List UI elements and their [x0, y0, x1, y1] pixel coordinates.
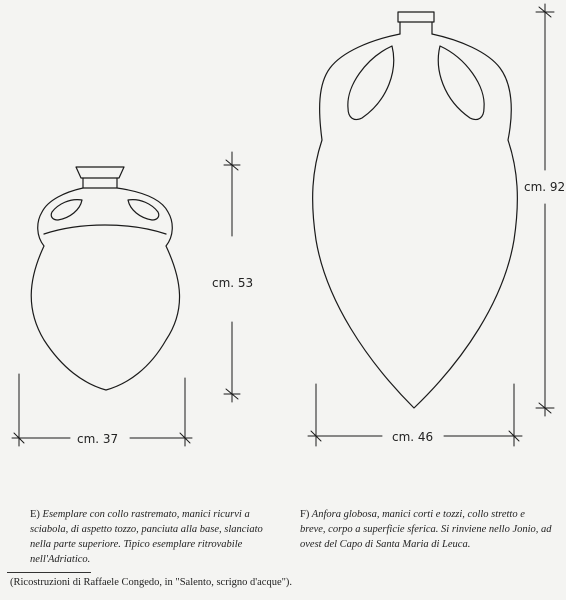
caption-f-label: F) [300, 509, 310, 520]
caption-e-text: Esemplare con collo rastremato, manici ricurvi a sciabola, di aspetto tozzo, panciuta alla base, slanciato nella parte superiore. Tipico esemplare ritrovabile nell'Adriatico. [30, 509, 263, 565]
caption-f [300, 507, 552, 552]
amphora-e-width-label: cm. 37 [77, 432, 119, 446]
amphora-e-height-label: cm. 53 [212, 276, 254, 290]
amphora-e-handle-right [128, 200, 159, 220]
amphora-f-width-label: cm. 46 [392, 430, 434, 444]
amphora-f-height-dimension [536, 4, 554, 416]
amphora-e-outline [31, 167, 179, 390]
caption-e [30, 507, 270, 567]
footnote-rule [7, 572, 91, 573]
amphora-f-outline [313, 12, 518, 408]
amphora-f-height-label: cm. 92 [524, 180, 566, 194]
caption-f-text: Anfora globosa, manici corti e tozzi, collo stretto e breve, corpo a superficie sferica. Si rinviene nello Jonio, ad ovest del Capo di Santa Maria di Leuca. [300, 509, 552, 550]
amphora-f-handle-left [348, 46, 394, 120]
caption-e-label: E) [30, 509, 40, 520]
footnote-credit: (Ricostruzioni di Raffaele Congedo, in "Salento, scrigno d'acque"). [10, 577, 293, 588]
amphora-e-handle-left [51, 200, 82, 220]
amphora-f-handle-right [438, 46, 484, 120]
